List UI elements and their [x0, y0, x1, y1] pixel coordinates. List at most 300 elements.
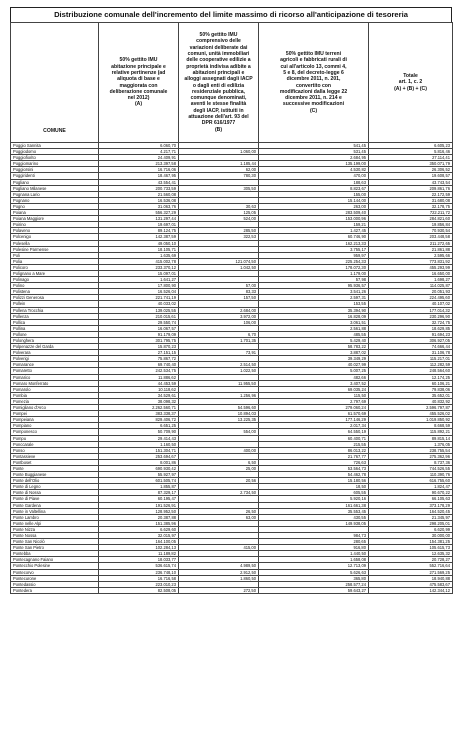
comune-cell: Pontboset — [11, 459, 99, 465]
comune-cell: Pontebba — [11, 551, 99, 557]
comune-cell: Pontecurone — [11, 575, 99, 581]
total-cell: 110.390,76 — [369, 472, 453, 478]
value-a-cell: 601.505,74 — [99, 478, 179, 484]
value-a-cell: 6.651,25 — [99, 423, 179, 429]
value-c-cell: 3.755,17 — [259, 246, 369, 252]
value-b-cell: 57,00 — [179, 283, 259, 289]
value-b-cell: 1.022,50 — [179, 368, 259, 374]
value-c-cell: 95.936,57 — [259, 283, 369, 289]
value-a-cell: 32.015,97 — [99, 533, 179, 539]
total-cell: 114.025,87 — [369, 283, 453, 289]
value-a-cell: 213.397,58 — [99, 161, 179, 167]
value-a-cell: 29.414,43 — [99, 435, 179, 441]
value-a-cell: 18.033,77 — [99, 557, 179, 563]
value-a-cell: 91.179,09 — [99, 331, 179, 337]
total-cell: 616.755,60 — [369, 478, 453, 484]
value-c-cell: 16.828,09 — [259, 313, 369, 319]
comune-cell: Pollica — [11, 319, 99, 325]
value-a-cell: 8.001,86 — [99, 459, 179, 465]
column-header-b-line: attuazione dell'art. 93 del — [188, 113, 249, 120]
value-a-cell: 16.716,58 — [99, 575, 179, 581]
table-row — [11, 587, 453, 593]
total-cell: 18.940,88 — [369, 575, 453, 581]
value-b-cell: 83,33 — [179, 289, 259, 295]
comune-cell: Polinago — [11, 277, 99, 283]
value-a-cell: 43.554,41 — [99, 179, 179, 185]
value-a-cell: 31.063,76 — [99, 203, 179, 209]
value-c-cell: 280,65 — [259, 539, 369, 545]
total-cell: 6.605,23 — [369, 143, 453, 149]
comune-cell: Pognano — [11, 197, 99, 203]
column-header-a-line: relative pertinenze (ad — [111, 69, 166, 76]
comune-cell: Polesella — [11, 240, 99, 246]
value-c-cell: 3.541,26 — [259, 289, 369, 295]
comune-cell: Polesine Parmense — [11, 246, 99, 252]
value-a-cell: 151.385,96 — [99, 520, 179, 526]
total-cell: 26.306,52 — [369, 167, 453, 173]
value-c-cell: 15.144,00 — [259, 197, 369, 203]
value-c-cell: 135.199,00 — [259, 161, 369, 167]
comune-cell: Pompeiana — [11, 417, 99, 423]
total-cell: 18.629,85 — [369, 325, 453, 331]
value-b-cell: 4.989,50 — [179, 563, 259, 569]
value-c-cell: 60.400,71 — [259, 435, 369, 441]
column-header-c-line: dicembre 2011, n. 201, — [286, 76, 341, 83]
total-cell: 306.927,05 — [369, 338, 453, 344]
comune-cell: Pollenza — [11, 313, 99, 319]
value-a-cell: 16.526,04 — [99, 289, 179, 295]
value-a-cell: 17.800,90 — [99, 283, 179, 289]
value-a-cell: 233.370,12 — [99, 264, 179, 270]
column-header-c-line: 50% gettito IMU terreni — [285, 51, 342, 58]
comune-cell: Pontedassio — [11, 581, 99, 587]
value-c-cell: 153,55 — [259, 301, 369, 307]
value-c-cell: 188,63 — [259, 179, 369, 185]
total-cell: 455.293,99 — [369, 264, 453, 270]
value-c-cell: 3.887,02 — [259, 350, 369, 356]
total-cell: 79.838,06 — [369, 386, 453, 392]
value-b-cell: 554,00 — [179, 429, 259, 435]
comune-cell: Ponte nelle Alpi — [11, 520, 99, 526]
value-c-cell: 1.658,08 — [259, 557, 369, 563]
total-cell: 154.381,25 — [369, 539, 453, 545]
value-c-cell: 15.180,56 — [259, 478, 369, 484]
comune-cell: Poggiofiorito — [11, 155, 99, 161]
comune-cell: Ponte Nizza — [11, 526, 99, 532]
value-c-cell: 177.146,29 — [259, 417, 369, 423]
value-a-cell: 29.550,74 — [99, 319, 179, 325]
comune-cell: Ponte Gardena — [11, 502, 99, 508]
column-header-d-line: art. 1, c. 2 — [398, 79, 423, 86]
total-cell: 203.448,58 — [369, 234, 453, 240]
value-b-cell: 2.514,50 — [179, 362, 259, 368]
distribution-table — [10, 22, 453, 594]
column-header-b-line: proprietà indivisa adibite a — [186, 63, 251, 70]
comune-cell: Pomezia — [11, 398, 99, 404]
value-a-cell: 24.409,91 — [99, 155, 179, 161]
column-header-c — [259, 23, 369, 143]
column-header-b-line: residenziale pubblica, — [192, 88, 245, 95]
comune-cell: Pomaro Monferrato — [11, 380, 99, 386]
value-c-cell: 215,55 — [259, 441, 369, 447]
value-a-cell: 191.526,91 — [99, 502, 179, 508]
comune-cell: Ponccarale — [11, 441, 99, 447]
total-cell: 115.217,01 — [369, 356, 453, 362]
total-cell: 12.174,25 — [369, 374, 453, 380]
column-header-c-line: modificazioni dalla legge 22 — [279, 88, 348, 95]
total-cell: 1.824,47 — [369, 484, 453, 490]
value-c-cell: 1.179,00 — [259, 270, 369, 276]
total-cell: 164.520,45 — [369, 508, 453, 514]
comune-cell: Pogliano Milanese — [11, 185, 99, 191]
value-c-cell: 4.530,82 — [259, 167, 369, 173]
value-c-cell: 5.429,40 — [259, 338, 369, 344]
value-c-cell: 18,50 — [259, 484, 369, 490]
comune-cell: Poirino — [11, 222, 99, 228]
value-a-cell: 253.694,67 — [99, 453, 179, 459]
value-b-cell: 1.185,44 — [179, 161, 259, 167]
total-cell: 209.861,76 — [369, 185, 453, 191]
value-b-cell: 125,05 — [179, 210, 259, 216]
total-cell: 211.272,65 — [369, 240, 453, 246]
value-a-cell: 15.870,23 — [99, 344, 179, 350]
value-c-cell: 482,66 — [259, 374, 369, 380]
column-header-b-line: 50% gettito IMU — [199, 32, 238, 39]
value-c-cell: 3.407,52 — [259, 380, 369, 386]
total-cell: 66.105,63 — [369, 496, 453, 502]
comune-cell: Poggiomarino — [11, 161, 99, 167]
value-a-cell: 210.015,61 — [99, 313, 179, 319]
value-a-cell: 102.284,13 — [99, 545, 179, 551]
total-cell: 271.569,25 — [369, 569, 453, 575]
comune-cell: Poggiorsini — [11, 167, 99, 173]
value-c-cell: 155,00 — [259, 191, 369, 197]
value-c-cell: 605,55 — [259, 490, 369, 496]
total-cell: 21.345,97 — [369, 514, 453, 520]
value-a-cell: 1.855,87 — [99, 484, 179, 490]
total-cell: 43.743,54 — [369, 179, 453, 185]
comune-cell: Poggio Sannita — [11, 143, 99, 149]
comune-cell: Pombia — [11, 392, 99, 398]
value-c-cell: 5.626,63 — [259, 569, 369, 575]
comune-cell: Polino — [11, 283, 99, 289]
value-c-cell: 2.017,34 — [259, 423, 369, 429]
value-a-cell: 18.467,95 — [99, 173, 179, 179]
comune-cell: Pomarolo — [11, 386, 99, 392]
value-b-cell: 1.256,96 — [179, 392, 259, 398]
value-b-cell: 13.225,35 — [179, 417, 259, 423]
value-c-cell: 69.035,24 — [259, 386, 369, 392]
value-a-cell: 1.160,50 — [99, 441, 179, 447]
value-a-cell: 16.536,08 — [99, 197, 179, 203]
value-b-cell: 20,56 — [179, 478, 259, 484]
value-c-cell: 39.349,29 — [259, 356, 369, 362]
column-header-b-line: delle cooperative edilizie a — [186, 57, 251, 64]
value-a-cell: 301.795,75 — [99, 338, 179, 344]
value-c-cell: 485,55 — [259, 331, 369, 337]
comune-cell: Poggiridenti — [11, 173, 99, 179]
value-a-cell: 131.297,44 — [99, 216, 179, 222]
value-b-cell: 780,30 — [179, 173, 259, 179]
value-b-cell: 1.042,50 — [179, 264, 259, 270]
column-header-c-line: (C) — [309, 107, 318, 114]
value-c-cell: 263,00 — [259, 203, 369, 209]
value-a-cell: 82.508,05 — [99, 587, 179, 593]
comune-cell: Pollena Trocchia — [11, 307, 99, 313]
column-header-b-line: degli IACP, istituiti in — [193, 107, 244, 114]
value-a-cell: 221.741,19 — [99, 295, 179, 301]
column-header-b-line: (B) — [214, 126, 223, 133]
comune-cell: Ponte Lambro — [11, 514, 99, 520]
value-c-cell: 60.746,90 — [259, 234, 369, 240]
column-header-c-line: convertito con — [295, 82, 332, 89]
value-a-cell: 164.100,05 — [99, 539, 179, 545]
total-cell: 455.526,02 — [369, 411, 453, 417]
column-header-c-line: 5 e 8, del decreto-legge 6 — [283, 69, 344, 76]
comune-cell: Polignano a Mare — [11, 270, 99, 276]
value-b-cell: 26,50 — [179, 508, 259, 514]
value-b-cell: 1.860,50 — [179, 575, 259, 581]
value-b-cell: 11.955,50 — [179, 380, 259, 386]
total-cell: 552.716,64 — [369, 563, 453, 569]
comune-cell: Polizzi Generosa — [11, 295, 99, 301]
value-a-cell: 18.105,71 — [99, 246, 179, 252]
value-a-cell: 11.886,62 — [99, 374, 179, 380]
total-cell: 16.650,00 — [369, 270, 453, 276]
total-cell: 744.526,55 — [369, 465, 453, 471]
value-a-cell: 55.927,97 — [99, 472, 179, 478]
comune-cell: Ponte dell'Olio — [11, 478, 99, 484]
value-b-cell: 2.684,00 — [179, 307, 259, 313]
value-c-cell: 225.254,33 — [259, 258, 369, 264]
value-a-cell: 40.033,02 — [99, 301, 179, 307]
total-cell: 6.620,99 — [369, 526, 453, 532]
comune-cell: Policoro — [11, 264, 99, 270]
total-cell: 2.595,66 — [369, 252, 453, 258]
comune-cell: Ponte in Valtellina — [11, 508, 99, 514]
value-a-cell: 142.387,59 — [99, 234, 179, 240]
value-a-cell: 6.060,70 — [99, 143, 179, 149]
comune-cell: Pompei — [11, 411, 99, 417]
comune-cell: Polaveno — [11, 228, 99, 234]
value-a-cell: 34.529,61 — [99, 392, 179, 398]
total-cell: 1.698,27 — [369, 277, 453, 283]
column-header-a — [99, 23, 179, 143]
comune-cell: Polcenigo — [11, 234, 99, 240]
value-c-cell: 57,98 — [259, 277, 369, 283]
comune-cell: Polonghera — [11, 338, 99, 344]
value-b-cell: 2.912,50 — [179, 569, 259, 575]
comune-cell: Ponte San Nicolò — [11, 539, 99, 545]
value-c-cell: 3.061,51 — [259, 319, 369, 325]
comune-cell: Pogno — [11, 203, 99, 209]
value-a-cell: 556.327,29 — [99, 210, 179, 216]
value-c-cell: 2.561,88 — [259, 325, 369, 331]
value-a-cell: 536.615,74 — [99, 563, 179, 569]
value-a-cell: 49.050,10 — [99, 240, 179, 246]
comune-cell: Pompiano — [11, 423, 99, 429]
comune-cell: Pontedera — [11, 587, 99, 593]
value-a-cell: 16.067,57 — [99, 325, 179, 331]
total-cell: 373.178,29 — [369, 502, 453, 508]
column-header-a-line: aliquota di base e — [117, 76, 160, 83]
total-cell: 31.106,78 — [369, 350, 453, 356]
value-a-cell: 4.217,71 — [99, 149, 179, 155]
comune-cell: Pollone — [11, 331, 99, 337]
value-a-cell: 87.329,17 — [99, 490, 179, 496]
total-cell: 19.608,57 — [369, 173, 453, 179]
comune-cell: Pomponesco — [11, 429, 99, 435]
total-cell: 248.564,60 — [369, 368, 453, 374]
total-cell: 40.832,92 — [369, 398, 453, 404]
value-c-cell: 1.440,50 — [259, 551, 369, 557]
comune-cell: Poli — [11, 252, 99, 258]
value-b-cell: 415,00 — [179, 545, 259, 551]
value-b-cell: 121.074,50 — [179, 258, 259, 264]
comune-cell: Poggiodomo — [11, 149, 99, 155]
value-a-cell: 75.867,72 — [99, 356, 179, 362]
total-cell: 12.635,32 — [369, 551, 453, 557]
value-b-cell: 2.734,50 — [179, 490, 259, 496]
value-c-cell: 21.767,77 — [259, 453, 369, 459]
value-c-cell: 162.213,33 — [259, 240, 369, 246]
total-cell: 60.106,21 — [369, 380, 453, 386]
column-header-a-line: (A) — [134, 101, 143, 108]
comune-cell: Pontassieve — [11, 453, 99, 459]
value-c-cell: 35.394,90 — [259, 307, 369, 313]
total-cell: 105.615,73 — [369, 545, 453, 551]
value-c-cell: 35.553,45 — [259, 508, 369, 514]
value-b-cell: 6,70 — [179, 331, 259, 337]
comune-cell: Pontecorvo — [11, 569, 99, 575]
total-cell: 32.724,75 — [369, 319, 453, 325]
value-a-cell: 60.195,47 — [99, 496, 179, 502]
value-b-cell: 322,53 — [179, 234, 259, 240]
value-c-cell: 541,45 — [259, 143, 369, 149]
comune-cell: Polia — [11, 258, 99, 264]
column-header-b-line: comunque denominati, — [190, 95, 247, 102]
total-cell: 5.816,46 — [369, 149, 453, 155]
value-a-cell: 242.534,75 — [99, 368, 179, 374]
value-a-cell: 415.002,78 — [99, 258, 179, 264]
value-c-cell: 279.060,24 — [259, 405, 369, 411]
total-cell: 90.670,22 — [369, 490, 453, 496]
comune-cell: Pontecagnano Faiano — [11, 557, 99, 563]
value-a-cell: 21.560,08 — [99, 191, 179, 197]
column-header-b-line: comprensivo delle — [196, 38, 241, 45]
column-header-a-line: deliberazione comunale — [109, 88, 168, 95]
column-header-c-line: successive modificazioni — [282, 101, 345, 108]
value-c-cell: 40.027,99 — [259, 362, 369, 368]
comune-cell: Pomarico — [11, 374, 99, 380]
total-cell: 177.014,32 — [369, 307, 453, 313]
comune-cell: Pollina — [11, 325, 99, 331]
comune-cell: Polistena — [11, 289, 99, 295]
comune-cell: Polverigi — [11, 356, 99, 362]
value-c-cell: 12.713,09 — [259, 563, 369, 569]
total-cell: 31.680,08 — [369, 197, 453, 203]
header-row — [11, 23, 453, 143]
value-a-cell: 1.641,27 — [99, 277, 179, 283]
value-b-cell: 400,00 — [179, 447, 259, 453]
comune-cell: Ponte di Nossa — [11, 490, 99, 496]
value-b-cell: 1.060,00 — [179, 149, 259, 155]
comune-cell: Poiana Maggiore — [11, 216, 99, 222]
value-a-cell: 6.629,60 — [99, 526, 179, 532]
value-a-cell: 139.025,55 — [99, 307, 179, 313]
column-header-a-line: maggiorata con — [119, 82, 158, 89]
value-c-cell: 258.577,24 — [259, 581, 369, 587]
total-cell: 475.583,67 — [369, 581, 453, 587]
total-cell: 284.821,60 — [369, 216, 453, 222]
value-c-cell: 1.427,45 — [259, 228, 369, 234]
value-a-cell: 11.189,82 — [99, 551, 179, 557]
value-b-cell: 6,50 — [179, 459, 259, 465]
column-header-b-line: aventi le stesse finalità — [190, 101, 247, 108]
value-c-cell: 59.643,27 — [259, 587, 369, 593]
value-a-cell: 1.635,69 — [99, 252, 179, 258]
value-b-cell: 285,50 — [179, 228, 259, 234]
comune-cell: Ponso — [11, 447, 99, 453]
value-b-cell: 62,00 — [179, 167, 259, 173]
value-a-cell: 15.097,01 — [99, 270, 179, 276]
total-cell: 20.728,27 — [369, 557, 453, 563]
comune-cell: Pompu — [11, 435, 99, 441]
value-a-cell: 27.151,15 — [99, 350, 179, 356]
comune-cell: Pollein — [11, 301, 99, 307]
value-c-cell: 153.000,96 — [259, 216, 369, 222]
comune-cell: Pognana Lario — [11, 191, 99, 197]
value-c-cell: 58.783,22 — [259, 344, 369, 350]
comune-cell: Ponte di Legno — [11, 484, 99, 490]
total-cell: 8.668,59 — [369, 423, 453, 429]
total-cell: 1.019.850,92 — [369, 417, 453, 423]
value-b-cell: 1.701,35 — [179, 338, 259, 344]
comune-cell: Pontecchio Polesine — [11, 563, 99, 569]
value-a-cell: 19.697,01 — [99, 222, 179, 228]
value-c-cell: 5.920,16 — [259, 496, 369, 502]
value-b-cell: 272,50 — [179, 587, 259, 593]
column-header-a-line: abitazione principale e — [111, 63, 166, 70]
comune-cell: Ponte Buggianese — [11, 472, 99, 478]
value-b-cell: 106,00 — [179, 319, 259, 325]
value-a-cell: 38.098,32 — [99, 398, 179, 404]
column-header-b-line: o dagli enti di edilizia — [192, 82, 245, 89]
table-body — [11, 143, 453, 594]
total-cell: 238.755,54 — [369, 447, 453, 453]
total-cell: 115.892,21 — [369, 429, 453, 435]
column-header-b-line: abitazioni principali e — [192, 69, 245, 76]
column-header-total — [369, 23, 453, 143]
value-c-cell: 8.823,67 — [259, 185, 369, 191]
value-b-cell: 3.972,00 — [179, 313, 259, 319]
value-c-cell: 5.007,25 — [259, 368, 369, 374]
column-header-b-line: DPR 616/1977 — [201, 120, 236, 127]
comune-cell: Polpenazze del Garda — [11, 344, 99, 350]
comune-cell: Poiana — [11, 210, 99, 216]
comune-cell: Ponte San Pietro — [11, 545, 99, 551]
column-header-b-line: variazioni deliberate dai — [189, 44, 248, 51]
total-cell: 275.362,96 — [369, 453, 453, 459]
value-c-cell: 984,73 — [259, 533, 369, 539]
total-cell: 30.000,00 — [369, 533, 453, 539]
total-cell: 230.296,90 — [369, 313, 453, 319]
value-a-cell: 10.118,62 — [99, 386, 179, 392]
value-a-cell: 151.304,71 — [99, 447, 179, 453]
value-a-cell: 16.716,06 — [99, 167, 179, 173]
total-cell: 1.376,05 — [369, 441, 453, 447]
total-cell: 35.652,01 — [369, 392, 453, 398]
